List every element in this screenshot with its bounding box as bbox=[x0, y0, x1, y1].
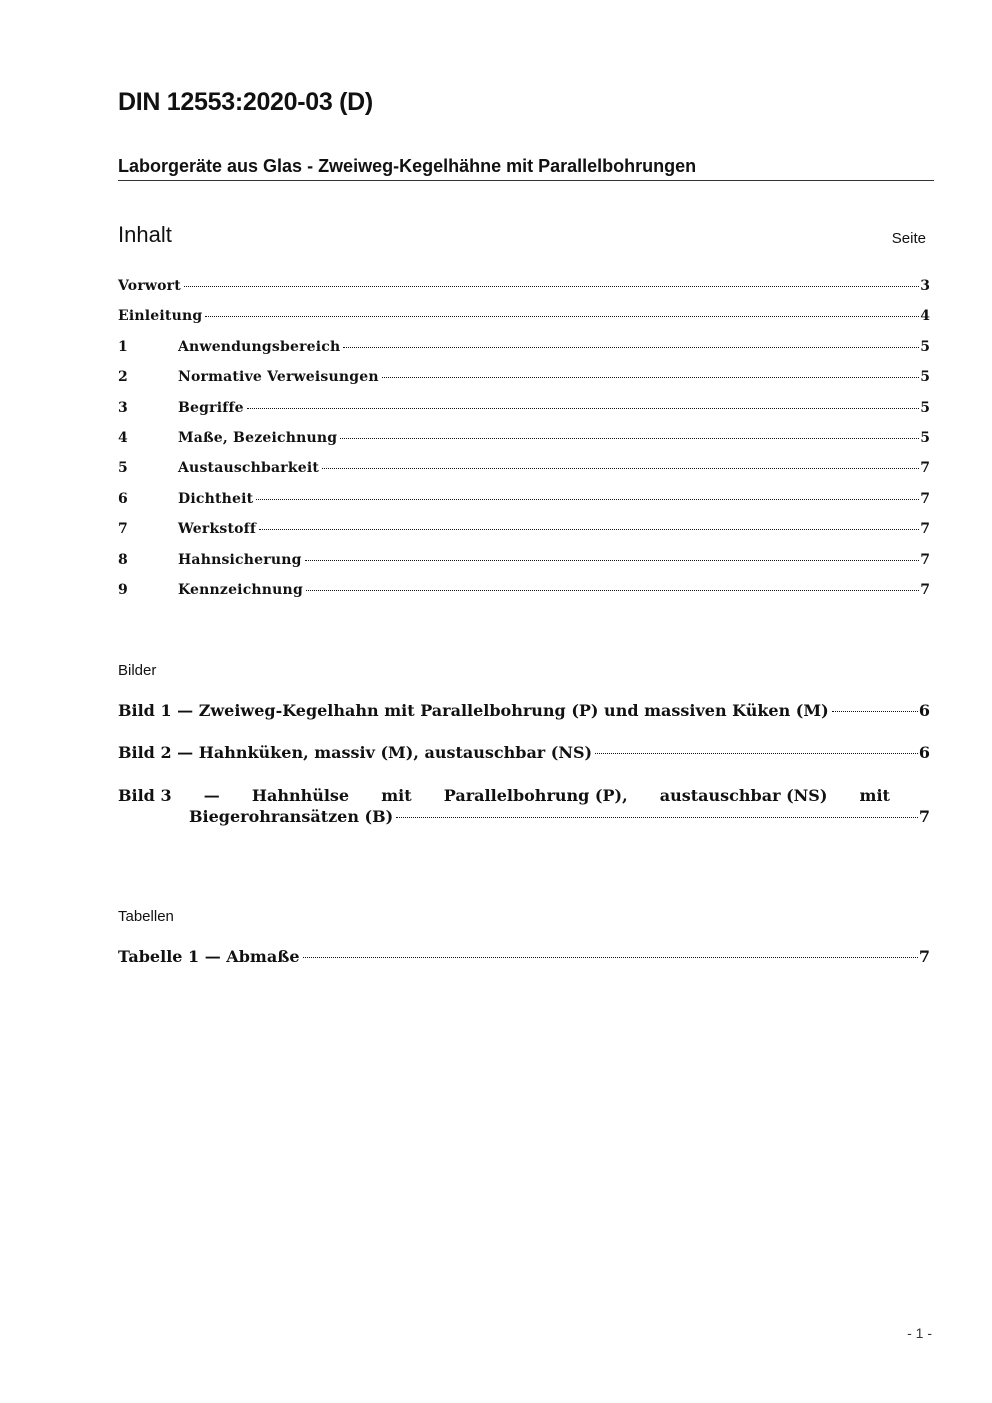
figure-entry-word: mit bbox=[381, 786, 412, 805]
toc-entry-3[interactable] bbox=[118, 400, 930, 430]
figure-entry-label: Bild 2 — Hahnküken, massiv (M), austauschbar (NS) bbox=[118, 743, 593, 762]
table-of-contents bbox=[118, 278, 930, 612]
toc-entry-2[interactable] bbox=[118, 369, 930, 399]
toc-entry-label: Vorwort bbox=[118, 278, 181, 294]
figure-entry-page: 7 bbox=[918, 807, 930, 826]
toc-entry-9[interactable] bbox=[118, 582, 930, 612]
document-subtitle: Laborgeräte aus Glas - Zweiweg-Kegelhähne mit Parallelbohrungen bbox=[118, 156, 934, 181]
toc-entry-page: 7 bbox=[920, 581, 930, 598]
figures-heading: Bilder bbox=[118, 662, 157, 679]
page-column-label: Seite bbox=[891, 230, 926, 247]
figure-list bbox=[118, 701, 930, 826]
figure-entry-word: Bild 3 bbox=[118, 786, 172, 805]
toc-entry-4[interactable] bbox=[118, 430, 930, 460]
dot-leader bbox=[832, 711, 918, 712]
figure-entry-2[interactable] bbox=[118, 743, 930, 786]
figure-entry-word: Parallelbohrung (P), bbox=[443, 786, 628, 805]
toc-entry-label: Normative Verweisungen bbox=[178, 369, 379, 386]
dot-leader bbox=[340, 438, 919, 439]
dot-leader bbox=[322, 468, 919, 469]
figure-entry-word: — bbox=[203, 786, 220, 805]
toc-entry-einleitung[interactable] bbox=[118, 308, 930, 338]
dot-leader bbox=[343, 347, 919, 348]
toc-entry-number: 4 bbox=[118, 429, 128, 446]
dot-leader bbox=[595, 753, 918, 754]
dot-leader bbox=[256, 499, 919, 500]
tables-heading: Tabellen bbox=[118, 908, 174, 925]
toc-entry-number: 5 bbox=[118, 460, 128, 477]
table-entry-page: 7 bbox=[918, 947, 930, 966]
figure-entry-word: austauschbar (NS) bbox=[659, 786, 828, 805]
toc-entry-page: 7 bbox=[920, 490, 930, 507]
toc-entry-label: Hahnsicherung bbox=[178, 551, 302, 568]
toc-entry-label: Einleitung bbox=[118, 308, 203, 325]
dot-leader bbox=[184, 286, 919, 287]
figure-entry-1[interactable] bbox=[118, 701, 930, 743]
toc-entry-5[interactable] bbox=[118, 460, 930, 490]
dot-leader bbox=[396, 817, 918, 818]
toc-entry-page: 7 bbox=[920, 551, 930, 568]
toc-entry-label: Anwendungsbereich bbox=[178, 338, 341, 355]
toc-entry-label: Maße, Bezeichnung bbox=[178, 429, 338, 446]
figure-entry-3[interactable] bbox=[118, 786, 930, 826]
table-entry-label: Tabelle 1 — Abmaße bbox=[118, 947, 300, 966]
toc-entry-number: 9 bbox=[118, 581, 128, 598]
toc-entry-number: 8 bbox=[118, 551, 128, 568]
toc-entry-label: Werkstoff bbox=[178, 521, 257, 538]
dot-leader bbox=[306, 590, 919, 591]
figure-entry-page: 6 bbox=[918, 743, 930, 762]
toc-entry-number: 1 bbox=[118, 338, 128, 355]
dot-leader bbox=[382, 377, 920, 378]
toc-entry-page: 7 bbox=[920, 460, 930, 477]
toc-entry-number: 3 bbox=[118, 399, 128, 416]
dot-leader bbox=[305, 560, 920, 561]
table-entry-1[interactable] bbox=[118, 947, 930, 966]
document-title: DIN 12553:2020-03 (D) bbox=[118, 88, 373, 116]
toc-entry-page: 5 bbox=[920, 338, 930, 355]
toc-entry-7[interactable] bbox=[118, 521, 930, 551]
toc-entry-page: 4 bbox=[920, 308, 930, 325]
toc-entry-number: 2 bbox=[118, 369, 128, 386]
toc-entry-label: Dichtheit bbox=[178, 490, 254, 507]
toc-entry-page: 5 bbox=[920, 369, 930, 386]
dot-leader bbox=[303, 957, 918, 958]
table-list bbox=[118, 947, 930, 966]
figure-entry-3-line1 bbox=[118, 786, 890, 805]
toc-entry-page: 7 bbox=[920, 521, 930, 538]
toc-entry-number: 6 bbox=[118, 490, 128, 507]
figure-entry-word: Hahnhülse bbox=[251, 786, 350, 805]
toc-entry-6[interactable] bbox=[118, 491, 930, 521]
toc-entry-1[interactable] bbox=[118, 339, 930, 369]
dot-leader bbox=[247, 408, 919, 409]
figure-entry-page: 6 bbox=[918, 701, 930, 720]
toc-entry-8[interactable] bbox=[118, 552, 930, 582]
toc-entry-label: Austauschbarkeit bbox=[178, 460, 320, 477]
toc-entry-label: Kennzeichnung bbox=[178, 581, 303, 598]
toc-heading: Inhalt bbox=[118, 222, 172, 247]
dot-leader bbox=[205, 316, 919, 317]
toc-entry-page: 3 bbox=[920, 278, 930, 294]
dot-leader bbox=[259, 529, 919, 530]
toc-entry-page: 5 bbox=[920, 429, 930, 446]
toc-entry-number: 7 bbox=[118, 521, 128, 538]
figure-entry-label: Bild 1 — Zweiweg-Kegelhahn mit Parallelbohrung (P) und massiven Küken (M) bbox=[118, 701, 829, 720]
figure-entry-word: mit bbox=[859, 786, 890, 805]
toc-entry-page: 5 bbox=[920, 399, 930, 416]
toc-entry-vorwort[interactable] bbox=[118, 278, 930, 308]
page-number: - 1 - bbox=[907, 1325, 932, 1341]
figure-entry-label: Biegerohransätzen (B) bbox=[189, 807, 394, 826]
toc-entry-label: Begriffe bbox=[178, 399, 244, 416]
figure-entry-3-line2 bbox=[118, 807, 930, 826]
